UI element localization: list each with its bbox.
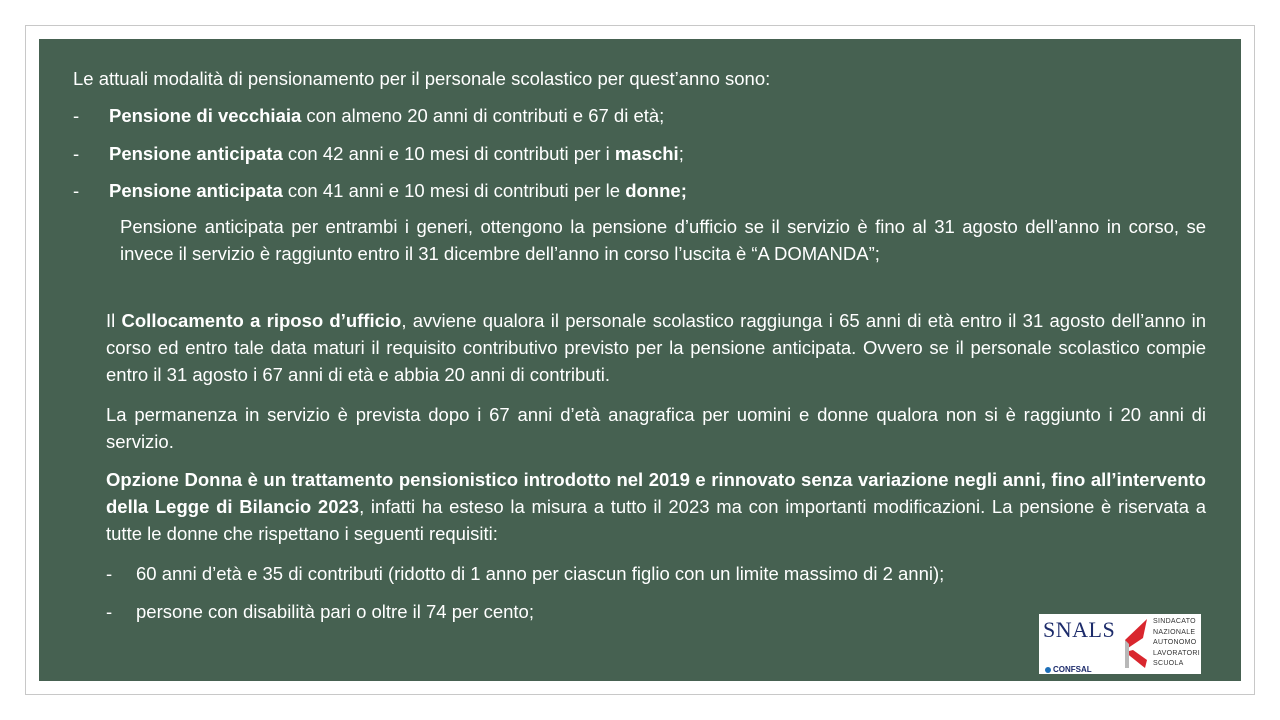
bullet-vecchiaia: [109, 102, 664, 129]
logo-word: SCUOLA: [1153, 660, 1184, 667]
slide-content: [39, 39, 1241, 681]
bullet-text: con almeno 20 anni di contributi e 67 di età;: [301, 105, 665, 126]
logo-word: LAVORATORI: [1153, 649, 1200, 657]
intro-text: Le attuali modalità di pensionamento per il personale scolastico per quest’anno sono:: [73, 68, 771, 89]
collocamento-bold: Collocamento a riposo d’ufficio: [121, 310, 402, 331]
requirement-item: persone con disabilità pari o oltre il 74 per cento;: [136, 601, 534, 622]
bullet-tail: ;: [678, 143, 684, 164]
bullet-anticipata-maschi: [109, 140, 684, 167]
opzione-text: , infatti ha esteso la misura a tutto il 2023 ma con importanti modificazioni. La pensione è riservata a tutte le donne che rispettano i seguenti requisiti:: [106, 496, 1206, 544]
confsal-icon: [1045, 667, 1051, 673]
bullet-dash: -: [73, 105, 80, 126]
requirement-dash: -: [106, 601, 113, 622]
collocamento-pre: Il: [106, 310, 122, 331]
bullet-anticipata-donne: [109, 177, 687, 204]
permanenza-paragraph: La permanenza in servizio è prevista dopo i 67 anni d’età anagrafica per uomini e donne qualora non si è raggiunto i 20 anni di servizio.: [106, 404, 1206, 452]
bullet-dash: -: [73, 143, 80, 164]
slide-panel: [39, 39, 1241, 681]
logo-confsal-text: CONFSAL: [1053, 665, 1092, 674]
collocamento-paragraph: [106, 307, 1206, 388]
snals-logo: [1039, 614, 1201, 674]
logo-wordmark: SNALS: [1043, 617, 1116, 642]
logo-word: AUTONOMO: [1153, 639, 1197, 646]
bullet-text: con 42 anni e 10 mesi di contributi per i: [282, 143, 615, 164]
bullet-bold: Pensione anticipata: [109, 143, 283, 164]
bullet-bold-2: donne;: [625, 180, 687, 201]
requirement-dash: -: [106, 563, 113, 584]
anticipata-note: Pensione anticipata per entrambi i generi, ottengono la pensione d’ufficio se il servizio è fino al 31 agosto dell’anno in corso, se invece il servizio è raggiunto entro il 31 dicembre dell’anno in corso l’uscita è “A DOMANDA”;: [120, 216, 1206, 264]
collocamento-text: , avviene qualora il personale scolastico raggiunga i 65 anni di età entro il 31 agosto dell’anno in corso ed entro tale data maturi il requisito contributivo previsto per la pensione anticipata. Ovvero se il personale scolastico compie entro il 31 agosto i 67 anni di età e abbia 20 anni di contributi.: [106, 310, 1206, 385]
logo-confsal: [1045, 656, 1092, 674]
opzione-donna-paragraph: [106, 466, 1206, 547]
requirement-item: 60 anni d’età e 35 di contributi (ridotto di 1 anno per ciascun figlio con un limite massimo di 2 anni);: [136, 563, 945, 584]
logo-mark-icon: [1121, 616, 1151, 672]
bullet-text: con 41 anni e 10 mesi di contributi per le: [282, 180, 626, 201]
logo-word: NAZIONALE: [1153, 628, 1196, 636]
logo-word: SINDACATO: [1153, 618, 1196, 625]
logo-words: [1153, 617, 1200, 670]
bullet-dash: -: [73, 180, 80, 201]
opzione-bold: Opzione Donna è un trattamento pensionistico introdotto nel 2019 e rinnovato senza variazione negli anni, fino all’intervento della Legge di Bilancio 2023: [106, 469, 1206, 517]
bullet-bold: Pensione anticipata: [109, 180, 283, 201]
bullet-bold: Pensione di vecchiaia: [109, 105, 302, 126]
bullet-bold-2: maschi: [614, 143, 679, 164]
